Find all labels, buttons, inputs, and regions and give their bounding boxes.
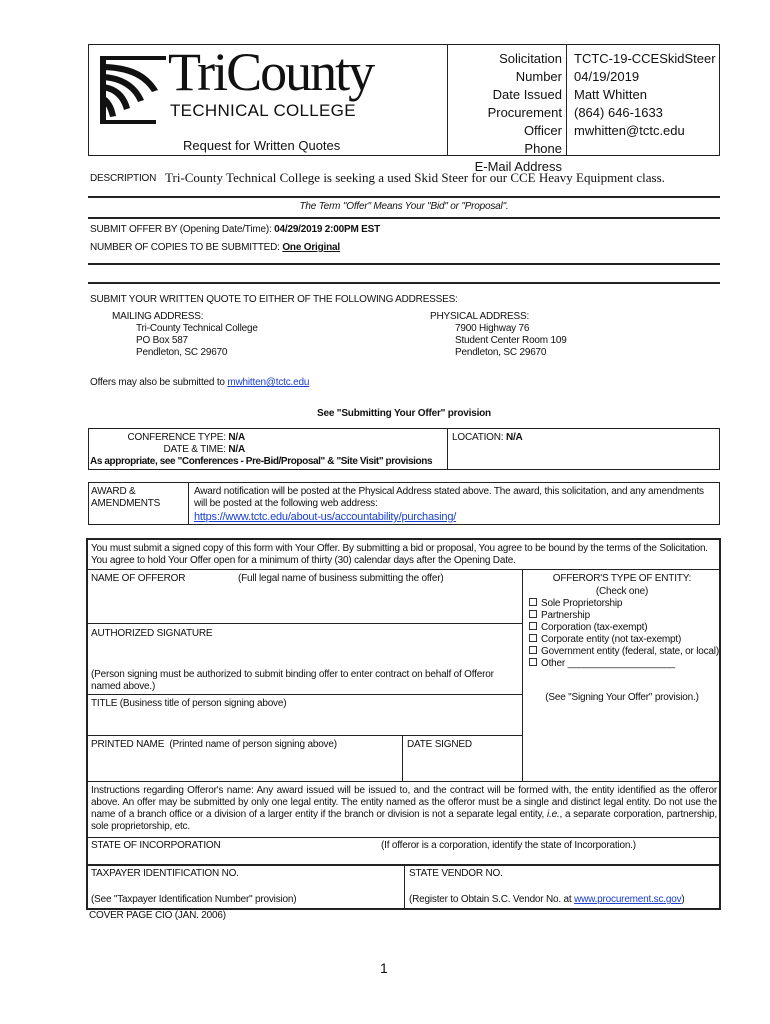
conference-location-value: N/A	[505, 432, 523, 443]
entity-option-sole[interactable]: Sole Proprietorship	[529, 598, 719, 610]
conference-type-label: CONFERENCE TYPE:	[127, 432, 226, 443]
signature-label: AUTHORIZED SIGNATURE	[91, 628, 213, 639]
header-info-values	[574, 50, 718, 140]
offeror-name-hint: (Full legal name of business submitting the offer)	[238, 573, 444, 584]
state-incorporation-hint: (If offeror is a corporation, identify the state of Incorporation.)	[381, 840, 636, 851]
mailing-address	[136, 323, 258, 359]
mailing-line-3: Pendleton, SC 29670	[136, 347, 228, 358]
entity-option-partnership[interactable]: Partnership	[529, 610, 719, 622]
date-signed-label: DATE SIGNED	[407, 739, 472, 750]
email-submission-link[interactable]: mwhitten@tctc.edu	[227, 377, 310, 388]
entity-title: OFFEROR'S TYPE OF ENTITY:	[552, 573, 692, 584]
solicitation-number-label: Solicitation Number	[499, 51, 562, 84]
entity-hint: (Check one)	[595, 586, 649, 597]
printed-name-hint: (Printed name of person signing above)	[169, 739, 337, 750]
offeror-rule-4	[86, 735, 523, 736]
conference-type	[90, 432, 245, 444]
email-value: mwhitten@tctc.edu	[574, 123, 685, 138]
rule-4	[88, 282, 720, 284]
printed-name	[91, 739, 337, 751]
title-label: TITLE (Business title of person signing above)	[91, 698, 287, 709]
entity-options	[529, 598, 719, 670]
copies	[90, 242, 340, 254]
submit-offer-by-value: 04/29/2019 2:00PM EST	[274, 224, 381, 235]
conference-divider	[447, 428, 448, 470]
offeror-rule-1	[86, 569, 721, 570]
description-label: DESCRIPTION	[90, 173, 157, 184]
date-issued-value: 04/19/2019	[574, 69, 640, 84]
form-title: Request for Written Quotes	[183, 138, 341, 153]
state-incorporation-label: STATE OF INCORPORATION	[91, 840, 221, 851]
logo-main-text: TriCounty	[168, 42, 374, 102]
solicitation-number-value: TCTC-19-CCESkidSteer	[574, 51, 716, 66]
offeror-rule-6	[86, 837, 721, 838]
physical-label: PHYSICAL ADDRESS:	[430, 311, 530, 322]
checkbox-icon	[529, 646, 537, 654]
checkbox-icon	[529, 634, 537, 642]
conference-note: As appropriate, see "Conferences - Pre-Bid/Proposal" & "Site Visit" provisions	[90, 456, 433, 467]
conference-type-value: N/A	[228, 432, 245, 443]
addresses-intro: SUBMIT YOUR WRITTEN QUOTE TO EITHER OF THE FOLLOWING ADDRESSES:	[90, 294, 458, 305]
logo-sub-text: TECHNICAL COLLEGE	[170, 101, 356, 120]
signature-note: (Person signing must be authorized to submit binding offer to enter contract on behalf of Offeror named above.)	[91, 669, 494, 692]
email-submission-prefix: Offers may also be submitted to	[90, 377, 225, 388]
rule-2	[88, 217, 720, 219]
award-divider	[188, 482, 189, 525]
conference-location	[452, 432, 523, 444]
printed-name-divider	[402, 735, 403, 781]
physical-line-2: Student Center Room 109	[455, 335, 567, 346]
description-text: Tri-County Technical College is seeking a used Skid Steer for our CCE Heavy Equipment class.	[165, 170, 665, 185]
award-label-line-2: AMENDMENTS	[91, 498, 161, 509]
offeror-name-label: NAME OF OFFEROR	[91, 573, 186, 584]
conference-datetime-label: DATE & TIME:	[163, 444, 226, 455]
checkbox-icon	[529, 598, 537, 606]
email-label: E-Mail Address	[474, 159, 562, 174]
mailing-label: MAILING ADDRESS:	[112, 311, 204, 322]
physical-address	[455, 323, 567, 359]
cover-page-label: COVER PAGE CIO (JAN. 2006)	[89, 910, 226, 921]
phone-value: (864) 646-1633	[574, 105, 663, 120]
page-number: 1	[380, 960, 388, 976]
offeror-rule-5	[86, 781, 721, 782]
mailing-line-2: PO Box 587	[136, 335, 188, 346]
conference-location-label: LOCATION:	[452, 432, 504, 443]
procurement-officer-value: Matt Whitten	[574, 87, 647, 102]
header-info-labels	[450, 50, 562, 176]
entity-see-provision: (See "Signing Your Offer" provision.)	[545, 692, 699, 703]
mailing-line-1: Tri-County Technical College	[136, 323, 258, 334]
conference-datetime-value: N/A	[228, 444, 245, 455]
email-submission	[90, 377, 309, 389]
instructions-text: Instructions regarding Offeror's name: Any award issued will be issued to, and the contract will be formed with, the entity identified as the offeror above. An offer may be submitted by only one legal entity. The entity named as the offeror must be a single and distinct legal entity. Do not use the name of a branch office or a division of a larger entity if the branch or division is not a separate legal entity, i.e., a separate corporation, partnership, sole proprietorship, etc.	[91, 785, 717, 832]
copies-value: One Original	[282, 242, 340, 253]
vendor-hint-prefix: (Register to Obtain S.C. Vendor No. at	[409, 894, 572, 905]
taxpayer-divider	[404, 864, 405, 910]
offeror-rule-2	[86, 623, 523, 624]
submit-offer-by	[90, 224, 380, 236]
entity-option-government[interactable]: Government entity (federal, state, or local)	[529, 646, 719, 658]
rule-3	[88, 263, 720, 265]
entity-option-other[interactable]: Other ____________________	[529, 658, 719, 670]
offeror-rule-3	[86, 694, 523, 695]
checkbox-icon	[529, 610, 537, 618]
award-url-link[interactable]: https://www.tctc.edu/about-us/accountability/purchasing/	[194, 511, 457, 523]
taxpayer-label: TAXPAYER IDENTIFICATION NO.	[91, 868, 239, 879]
submit-offer-by-label: SUBMIT OFFER BY (Opening Date/Time):	[90, 224, 272, 235]
checkbox-icon	[529, 622, 537, 630]
date-issued-label: Date Issued	[492, 87, 562, 102]
taxpayer-hint: (See "Taxpayer Identification Number" provision)	[91, 894, 297, 905]
award-label-line-1: AWARD &	[91, 486, 136, 497]
ie-abbrev: i.e.	[546, 809, 560, 820]
copies-label: NUMBER OF COPIES TO BE SUBMITTED:	[90, 242, 280, 253]
procurement-officer-label: Procurement Officer	[487, 105, 562, 138]
header-divider-1	[447, 44, 448, 156]
vendor-label: STATE VENDOR NO.	[409, 868, 503, 879]
entity-column-divider	[522, 569, 523, 781]
physical-line-1: 7900 Highway 76	[455, 323, 530, 334]
entity-option-corporation-exempt[interactable]: Corporation (tax-exempt)	[529, 622, 719, 634]
printed-name-label: PRINTED NAME	[91, 739, 165, 750]
award-label	[91, 486, 160, 510]
vendor-hint-suffix: )	[681, 894, 685, 905]
award-text: Award notification will be posted at the Physical Address stated above. The award, this solicitation, and any amendments will be posted at the following web address:	[194, 486, 704, 509]
phone-label: Phone	[524, 141, 562, 156]
see-submitting-provision: See "Submitting Your Offer" provision	[317, 408, 491, 419]
vendor-link[interactable]: www.procurement.sc.gov	[574, 894, 682, 905]
vendor-hint	[409, 894, 685, 906]
checkbox-icon	[529, 658, 537, 666]
physical-line-3: Pendleton, SC 29670	[455, 347, 547, 358]
offer-term-note: The Term "Offer" Means Your "Bid" or "Proposal".	[299, 201, 509, 212]
rule-1	[88, 196, 720, 198]
entity-option-corporate-entity[interactable]: Corporate entity (not tax-exempt)	[529, 634, 719, 646]
offeror-intro: You must submit a signed copy of this form with Your Offer. By submitting a bid or proposal, You agree to be bound by the terms of the Solicitation. You agree to hold Your Offer open for a minimum of thirty (30) calendar days after the Opening Date.	[91, 543, 708, 566]
header-divider-2	[566, 44, 567, 156]
conference-datetime	[90, 444, 245, 456]
